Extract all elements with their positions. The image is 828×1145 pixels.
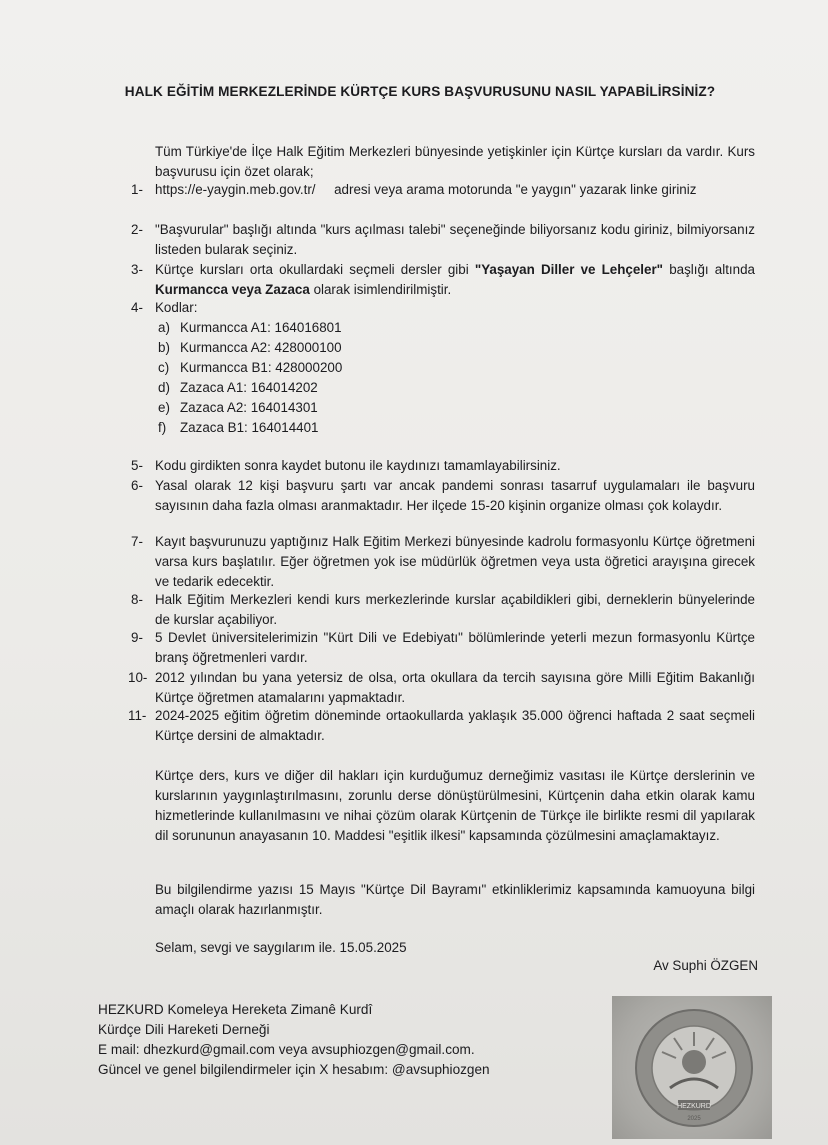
- info-paragraph: Bu bilgilendirme yazısı 15 Mayıs "Kürtçe Dil Bayramı" etkinliklerimiz kapsamında kamuoyuna bilgi amaçlı olarak hazırlanmıştır.: [155, 882, 755, 917]
- stamp-label: HEZKURD: [677, 1103, 711, 1110]
- social-line: Güncel ve genel bilgilendirmeler için X hesabım: @avsuphiozgen: [98, 1062, 490, 1077]
- item-number: 11-: [128, 708, 147, 723]
- code-letter: d): [158, 380, 170, 395]
- item-number: 3-: [131, 262, 143, 277]
- item-text-part: başlığı altında: [663, 262, 755, 277]
- item-text-bold: Kurmancca veya Zazaca: [155, 282, 310, 297]
- stamp-year: 2025: [687, 1116, 701, 1122]
- code-text: Zazaca A2: 164014301: [180, 400, 318, 415]
- code-text: Zazaca A1: 164014202: [180, 380, 318, 395]
- stamp-seal-icon: [612, 996, 772, 1139]
- item-number: 10-: [128, 670, 148, 685]
- item-text-part: olarak isimlendirilmiştir.: [309, 282, 452, 297]
- code-letter: a): [158, 320, 170, 335]
- email-line: E mail: dhezkurd@gmail.com veya avsuphiozgen@gmail.com.: [98, 1042, 475, 1057]
- signature: Av Suphi ÖZGEN: [653, 958, 758, 973]
- document-title: HALK EĞİTİM MERKEZLERİNDE KÜRTÇE KURS BAŞVURUSUNU NASIL YAPABİLİRSİNİZ?: [124, 84, 716, 99]
- item-text: Halk Eğitim Merkezleri kendi kurs merkezlerinde kurslar açabildikleri gibi, derneklerin bünyelerinde de kurslar açabiliyor.: [155, 592, 755, 627]
- code-text: Kurmancca B1: 428000200: [180, 360, 343, 375]
- item-text: Kayıt başvurunuzu yaptığınız Halk Eğitim Merkezi bünyesinde kadrolu formasyonlu Kürtçe öğretmeni varsa kurs başlatılır. Eğer öğretmen yok ise müdürlük öğretmen veya usta öğretici arayışına girecek ve tedarik edecektir.: [155, 534, 755, 589]
- code-letter: e): [158, 400, 170, 415]
- mission-paragraph: Kürtçe ders, kurs ve diğer dil hakları için kurduğumuz derneğimiz vasıtası ile Kürtçe derslerinin ve kurslarının yaygınlaştırılmasını, zorunlu derse dönüştürülmesini, Kürtçenin daha etkin olarak kamu hizmetlerinde kullanılmasını ve nihai çözüm olarak Kürtçenin de Türkçe ile birlikte resmi dil yapılarak dil sorununun anayasanın 10. Maddesi "eşitlik ilkesi" kapsamında çözülmesini amaçlamaktayız.: [155, 768, 755, 843]
- item-text: 5 Devlet üniversitelerimizin "Kürt Dili ve Edebiyatı" bölümlerinde yeterli mezun formasyonlu Kürtçe branş öğretmenleri vardır.: [155, 630, 755, 665]
- item-text: [155, 260, 755, 300]
- item-text: "Başvurular" başlığı altında "kurs açılması talebi" seçeneğinde biliyorsanız kodu giriniz, bilmiyorsanız listeden bularak seçiniz.: [155, 222, 755, 257]
- item-number: 8-: [131, 592, 143, 607]
- code-text: Zazaca B1: 164014401: [180, 420, 319, 435]
- item-text: https://e-yaygin.meb.gov.tr/ adresi veya arama motorunda "e yaygın" yazarak linke giriniz: [155, 182, 697, 197]
- item-number: 2-: [131, 222, 143, 237]
- item-text-bold: "Yaşayan Diller ve Lehçeler": [474, 262, 664, 277]
- item-number: 7-: [131, 534, 143, 549]
- item-text: 2012 yılından bu yana yetersiz de olsa, orta okullara da tercih sayısına göre Milli Eğitim Bakanlığı Kürtçe öğretmen atamalarını yapmaktadır.: [155, 670, 755, 705]
- intro-paragraph: Tüm Türkiye'de İlçe Halk Eğitim Merkezleri bünyesinde yetişkinler için Kürtçe kursları da vardır. Kurs başvurusu için özet olarak;: [155, 144, 755, 179]
- code-text: Kurmancca A2: 428000100: [180, 340, 342, 355]
- item-number: 6-: [131, 478, 143, 493]
- item-number: 9-: [131, 630, 143, 645]
- code-text: Kurmancca A1: 164016801: [180, 320, 342, 335]
- code-letter: b): [158, 340, 170, 355]
- item-text: 2024-2025 eğitim öğretim döneminde ortaokullarda yaklaşık 35.000 öğrenci haftada 2 saat seçmeli Kürtçe dersini de almaktadır.: [155, 708, 755, 743]
- code-letter: f): [158, 420, 167, 435]
- item-text-part: Kürtçe kursları orta okullardaki seçmeli dersler gibi: [155, 262, 475, 277]
- item-text: Yasal olarak 12 kişi başvuru şartı var ancak pandemi sonrası tasarruf uygulamaları ile başvuru sayısının daha fazla olması aranmaktadır. Her ilçede 15-20 kişinin organize olması çok kolaydır.: [155, 478, 755, 513]
- org-name-tr: Kürdçe Dili Hareketi Derneği: [98, 1022, 270, 1037]
- item-text: Kodu girdikten sonra kaydet butonu ile kaydınızı tamamlayabilirsiniz.: [155, 458, 561, 473]
- item-number: 1-: [131, 182, 143, 197]
- org-name: HEZKURD Komeleya Hereketa Zimanê Kurdî: [98, 1002, 373, 1017]
- item-number: 5-: [131, 458, 143, 473]
- closing-line: Selam, sevgi ve saygılarım ile. 15.05.2025: [155, 940, 407, 955]
- footer-contact: [98, 1000, 490, 1080]
- item-number: 4-: [131, 300, 143, 315]
- stamp-logo: [612, 996, 772, 1139]
- code-letter: c): [158, 360, 170, 375]
- item-text: Kodlar:: [155, 300, 198, 315]
